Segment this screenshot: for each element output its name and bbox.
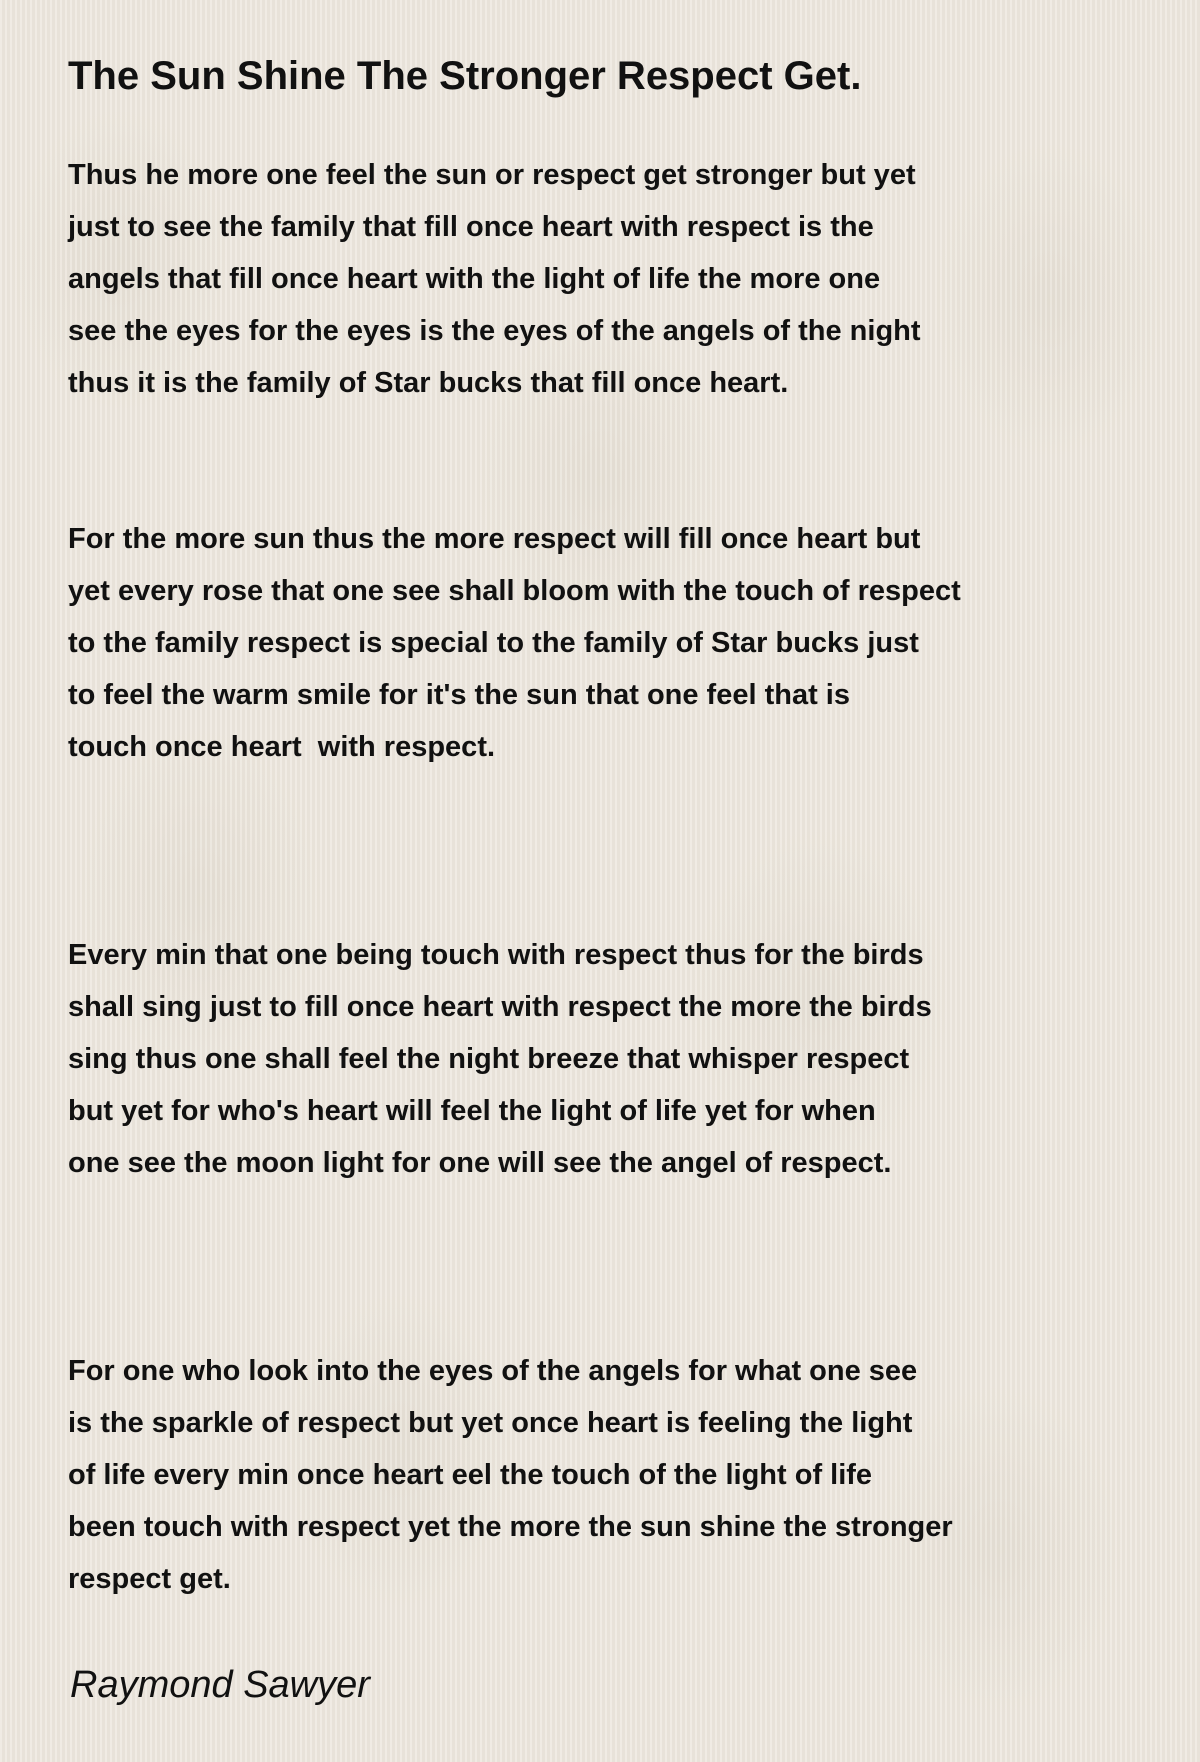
stanza-line: to the family respect is special to the family of Star bucks just [68,627,919,659]
stanza-line: Every min that one being touch with respect thus for the birds [68,939,924,971]
stanza-line: is the sparkle of respect but yet once heart is feeling the light [68,1407,913,1439]
stanza-line: see the eyes for the eyes is the eyes of the angels of the night [68,315,921,347]
poem-title: The Sun Shine The Stronger Respect Get. [68,54,862,98]
stanza-line: sing thus one shall feel the night breeze that whisper respect [68,1043,910,1075]
stanza-line: Thus he more one feel the sun or respect get stronger but yet [68,159,916,191]
stanza-line: angels that fill once heart with the light of life the more one [68,263,881,295]
poem-author: Raymond Sawyer [70,1664,370,1706]
stanza-4 [68,1345,1168,1605]
stanza-line: touch once heart with respect. [68,731,496,763]
stanza-line: shall sing just to fill once heart with respect the more the birds [68,991,932,1023]
stanza-line: respect get. [68,1563,231,1595]
stanza-3 [68,929,1168,1189]
stanza-line: For one who look into the eyes of the angels for what one see [68,1355,918,1387]
stanza-line: to feel the warm smile for it's the sun that one feel that is [68,679,850,711]
stanza-line: just to see the family that fill once heart with respect is the [68,211,874,243]
stanza-2 [68,513,1168,773]
stanza-line: yet every rose that one see shall bloom with the touch of respect [68,575,961,607]
stanza-line: thus it is the family of Star bucks that fill once heart. [68,367,789,399]
stanza-line: been touch with respect yet the more the sun shine the stronger [68,1511,953,1543]
stanza-line: one see the moon light for one will see the angel of respect. [68,1147,892,1179]
stanza-line: but yet for who's heart will feel the light of life yet for when [68,1095,876,1127]
stanza-line: For the more sun thus the more respect will fill once heart but [68,523,921,555]
stanza-line: of life every min once heart eel the touch of the light of life [68,1459,873,1491]
stanza-1 [68,149,1168,409]
